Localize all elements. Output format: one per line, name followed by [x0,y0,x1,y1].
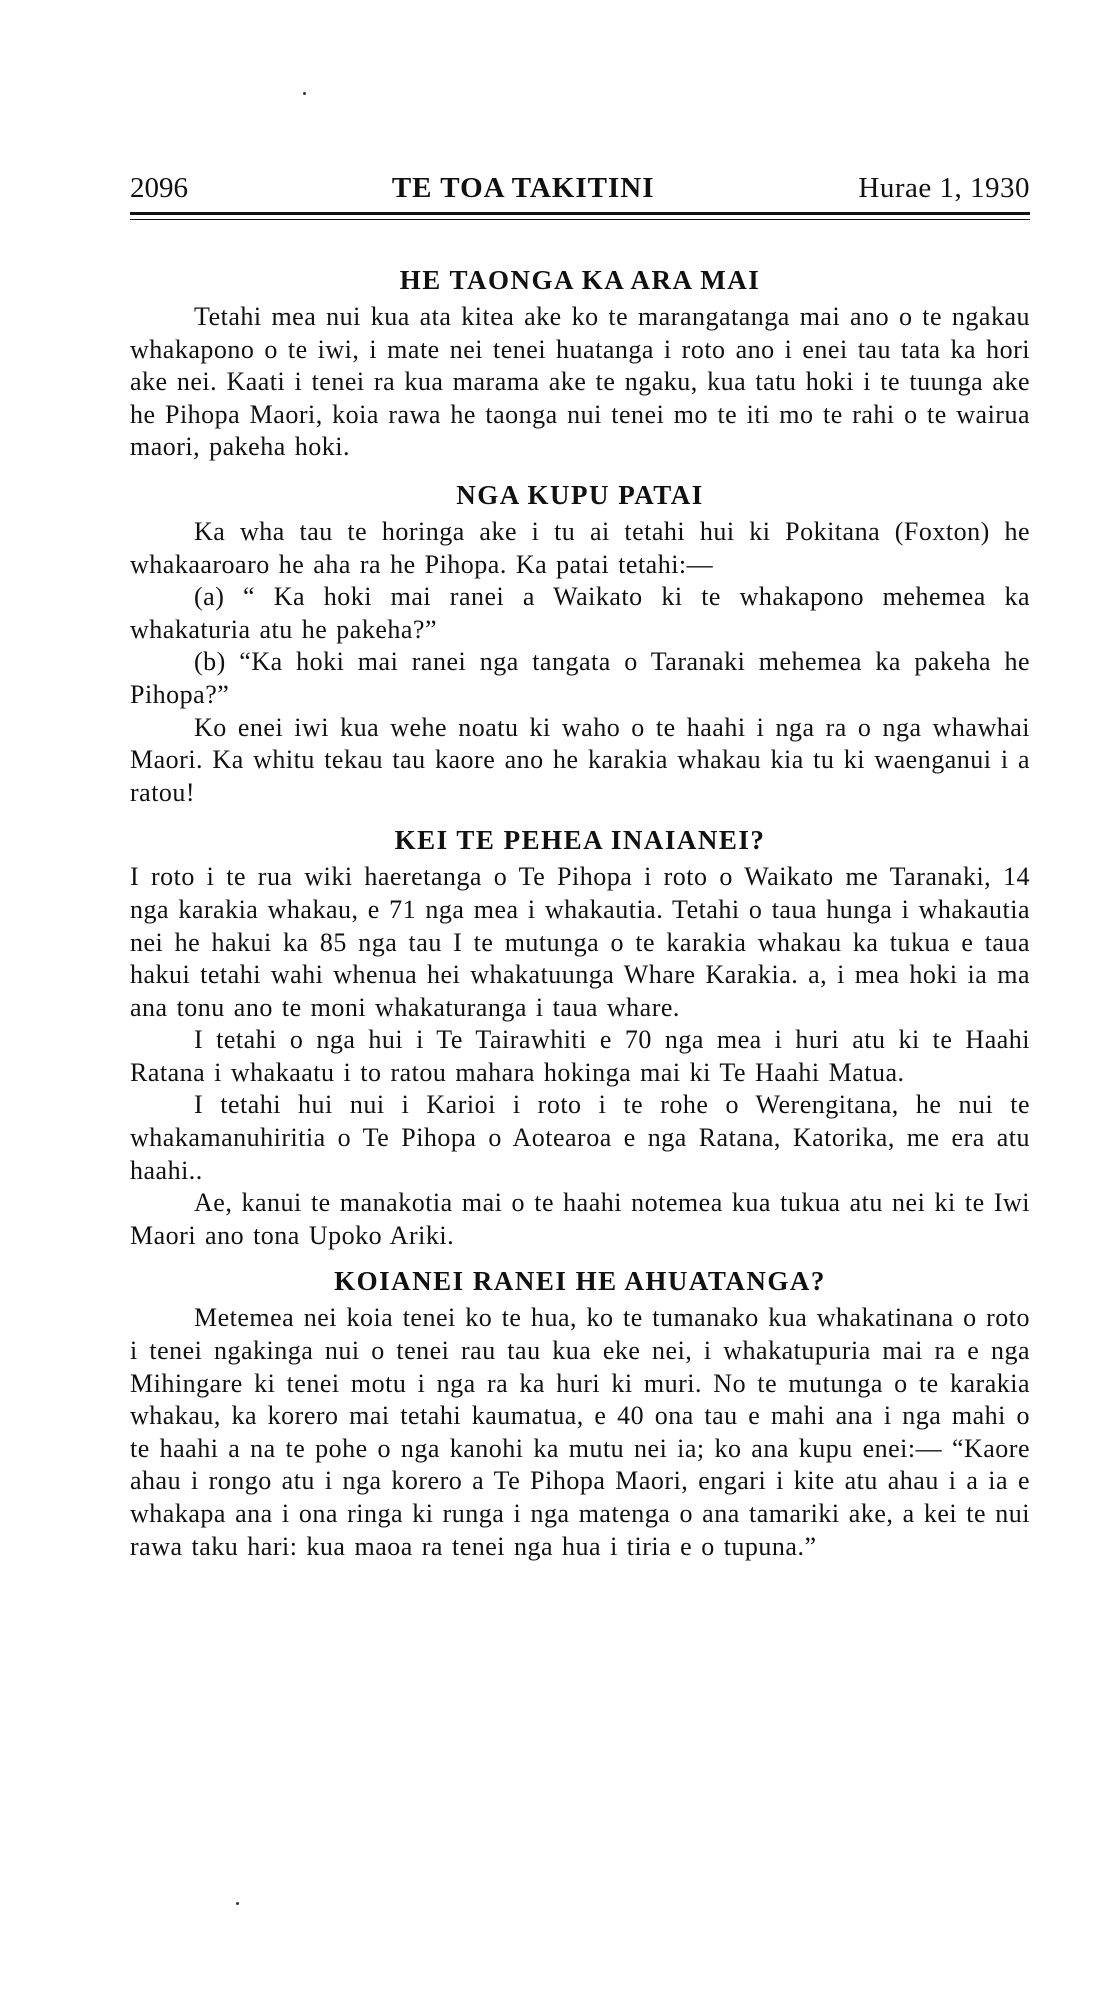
paragraph: (b) “Ka hoki mai ranei nga tangata o Taranaki mehemea ka pakeha he Pihopa?” [130,647,1030,709]
section-heading: KEI TE PEHEA INAIANEI? [394,825,766,856]
publication-title: TE TOA TAKITINI [391,172,655,204]
paragraph: Tetahi mea nui kua ata kitea ake ko te marangatanga mai ano o te ngakau whakapono o te iwi, i mate nei tenei huatanga i roto ano i enei tau tata ka hori ake nei. Kaati i tenei ra kua marama ake te ngaku, kua tatu hoki i te tuunga ake he Pihopa Maori, koia rawa he taonga nui tenei mo te iti mo te rahi o te wairua maori, pakeha hoki. [130,302,1030,462]
print-speck [303,92,306,95]
paragraph: I tetahi o nga hui i Te Tairawhiti e 70 nga mea i huri atu ki te Haahi Ratana i whakaatu i to ratou mahara hokinga mai ki Te Haahi Matua. [130,1025,1030,1087]
issue-date: Hurae 1, 1930 [858,172,1030,204]
running-header [130,170,1030,215]
paragraph: Ae, kanui te manakotia mai o te haahi notemea kua tukua atu nei ki te Iwi Maori ano tona Upoko Ariki. [130,1188,1030,1250]
print-speck [236,1902,239,1905]
page-number: 2096 [130,172,188,204]
page [130,170,1030,1563]
section-heading: HE TAONGA KA ARA MAI [399,265,761,295]
paragraph: Ka wha tau te horinga ake i tu ai tetahi hui ki Pokitana (Foxton) he whakaaroaro he aha ra he Pihopa. Ka patai tetahi:— [130,516,1030,579]
paragraph: Ko enei iwi kua wehe noatu ki waho o te haahi i nga ra o nga whawhai Maori. Ka whitu tekau tau kaore ano he karakia whakau kia tu ki waenganui i a ratou! [130,712,1030,807]
paragraph: I tetahi hui nui i Karioi i roto i te rohe o Werengitana, he nui te whakamanuhiritia o Te Pihopa o Aotearoa e nga Ratana, Katorika, me era atu haahi.. [130,1090,1030,1185]
paragraph: Metemea nei koia tenei ko te hua, ko te tumanako kua whakatinana o roto i tenei ngakinga nui o tenei rau tau kua eke nei, i whakatupuria mai ra e nga Mihingare ki tenei motu i nga ra ka huri ki muri. No te mutunga o te karakia whakau, ka korero mai tetahi kaumatua, e 40 ona tau e mahi ana i nga mahi o te haahi a na te pohe o nga kanohi ka mutu nei ia; ko ana kupu enei:— “Kaore ahau i rongo atu i nga korero a Te Pihopa Maori, engari i kite atu ahau i a ia e whakapa ana i ona ringa ki runga i nga matenga o ana tamariki ake, a kei te nui rawa taku hari: kua maoa ra tenei nga hua i tiria e o tupuna.” [130,1303,1030,1561]
section-heading: KOIANEI RANEI HE AHUATANGA? [334,1266,826,1297]
paragraph: (a) “ Ka hoki mai ranei a Waikato ki te whakapono mehemea ka whakaturia atu he pakeha?” [130,582,1030,644]
paragraph: I roto i te rua wiki haeretanga o Te Pihopa i roto o Waikato me Taranaki, 14 nga karakia whakau, e 71 nga mea i whakautia. Tetahi o taua hunga i whakautia nei he hakui ka 85 nga tau I te mutunga o te karakia whakau ka tukua e taua hakui tetahi wahi whenua hei whakatuunga Whare Karakia. a, i mea hoki ia ma ana tonu ano te moni whakaturanga i taua whare. [130,862,1030,1022]
section-heading: NGA KUPU PATAI [456,479,704,510]
